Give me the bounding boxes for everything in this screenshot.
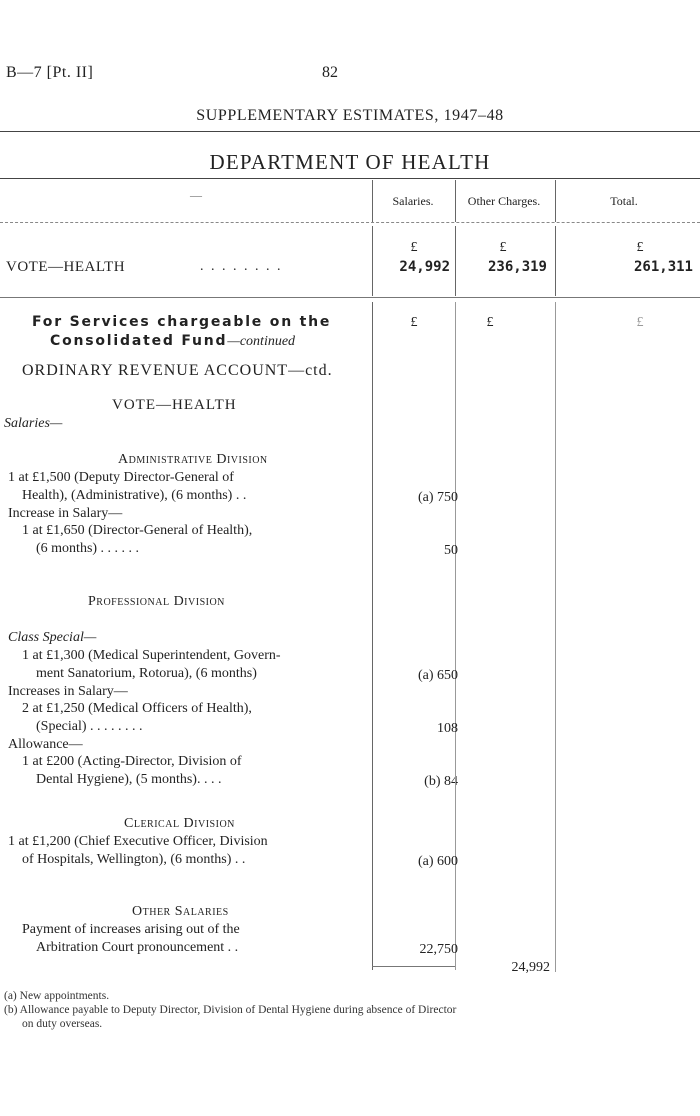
- account-heading: ORDINARY REVENUE ACCOUNT—ctd.: [22, 362, 333, 379]
- col-divider: [455, 302, 456, 772]
- admin-line: Health), (Administrative), (6 months) . .: [22, 488, 247, 503]
- col-divider: [555, 302, 556, 772]
- detail-salaries-currency: £: [410, 315, 418, 330]
- total-currency: £: [636, 240, 644, 255]
- prof-line: (Special) . . . . . . . .: [36, 719, 143, 734]
- page-number: 82: [322, 64, 338, 81]
- prof-line: ment Sanatorium, Rotorua), (6 months): [36, 666, 257, 681]
- salaries-total: 24,992: [511, 960, 550, 975]
- column-heading-rule: [0, 222, 700, 223]
- footnote-b-continued: on duty overseas.: [22, 1018, 103, 1030]
- vote-salaries-amount: 24,992: [399, 259, 450, 275]
- other-line: Arbitration Court pronouncement . .: [36, 940, 239, 955]
- header-rule: [0, 131, 700, 132]
- footnote-b: (b) Allowance payable to Deputy Director, Division of Dental Hygiene during absence of Director: [4, 1004, 457, 1016]
- blank-column-heading: —: [190, 188, 202, 202]
- prof-line: 1 at £1,300 (Medical Superintendent, Govern-: [22, 648, 281, 663]
- continued-note: —continued: [227, 334, 296, 349]
- professional-division-heading: Professional Division: [88, 594, 225, 609]
- footnote-a: (a) New appointments.: [4, 990, 110, 1002]
- other-amount: 22,750: [419, 942, 458, 957]
- other-line: Payment of increases arising out of the: [22, 922, 240, 937]
- table-top-rule: [0, 178, 700, 179]
- col-divider: [372, 180, 373, 222]
- col-divider: [455, 180, 456, 222]
- detail-other-currency: £: [486, 315, 494, 330]
- vote-other-charges-amount: 236,319: [487, 259, 547, 275]
- salaries-heading: Salaries—: [4, 416, 63, 431]
- prof-line: Class Special—: [8, 630, 97, 645]
- prof-line: Allowance—: [8, 737, 83, 752]
- vote-total-amount: 261,311: [633, 259, 693, 275]
- col-divider: [555, 180, 556, 222]
- admin-line: 1 at £1,500 (Deputy Director-General of: [8, 470, 234, 485]
- total-column-heading: Total.: [610, 194, 638, 208]
- prof-amount: (a) 650: [417, 668, 458, 683]
- page-title: SUPPLEMENTARY ESTIMATES, 1947–48: [196, 107, 504, 124]
- prof-line: Dental Hygiene), (5 months). . . .: [36, 772, 222, 787]
- prof-line: Increases in Salary—: [8, 684, 128, 699]
- col-divider: [555, 772, 556, 972]
- clerical-amount: (a) 600: [417, 854, 458, 869]
- admin-line: Increase in Salary—: [8, 506, 123, 521]
- admin-line: 1 at £1,650 (Director-General of Health),: [22, 523, 253, 538]
- detail-total-currency: £: [636, 315, 644, 330]
- clerical-line: of Hospitals, Wellington), (6 months) . .: [22, 852, 246, 867]
- subtotal-rule: [372, 966, 455, 967]
- col-divider: [372, 302, 373, 772]
- summary-bottom-rule: [0, 297, 700, 298]
- salaries-column-heading: Salaries.: [392, 194, 434, 208]
- prof-amount: 108: [437, 721, 458, 736]
- department-title: DEPARTMENT OF HEALTH: [209, 150, 491, 174]
- vote-heading: VOTE—HEALTH: [112, 397, 237, 413]
- administrative-division-heading: Administrative Division: [118, 452, 268, 467]
- clerical-division-heading: Clerical Division: [124, 816, 235, 831]
- section-reference: B—7 [Pt. II]: [6, 64, 94, 81]
- vote-leaders: . . . . . . . .: [200, 259, 283, 274]
- admin-amount: (a) 750: [417, 490, 458, 505]
- prof-line: 2 at £1,250 (Medical Officers of Health),: [22, 701, 252, 716]
- salaries-currency: £: [410, 240, 418, 255]
- col-divider: [372, 772, 373, 970]
- section-heading-line1: For Services chargeable on the: [32, 314, 332, 330]
- vote-label: VOTE—HEALTH: [6, 259, 126, 275]
- other-salaries-heading: Other Salaries: [132, 904, 229, 919]
- other-charges-currency: £: [499, 240, 507, 255]
- prof-line: 1 at £200 (Acting-Director, Division of: [22, 754, 242, 769]
- clerical-line: 1 at £1,200 (Chief Executive Officer, Division: [8, 834, 268, 849]
- prof-amount: (b) 84: [424, 774, 458, 789]
- admin-amount: 50: [444, 543, 458, 558]
- col-divider: [455, 772, 456, 970]
- admin-line: (6 months) . . . . . .: [36, 541, 140, 556]
- other-charges-column-heading: Other Charges.: [467, 194, 541, 208]
- section-heading-line2: Consolidated Fund—continued: [50, 333, 296, 349]
